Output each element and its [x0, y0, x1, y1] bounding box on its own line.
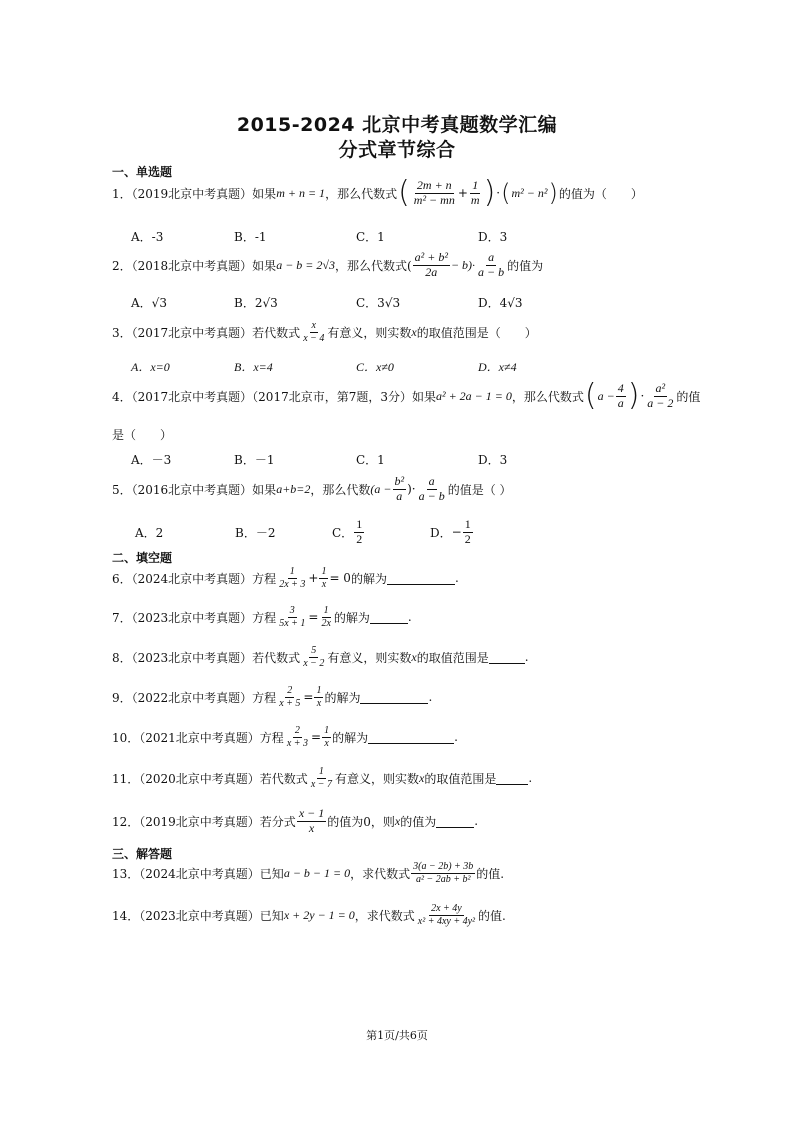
question-13 [112, 861, 504, 885]
q1-options [131, 228, 507, 245]
q8-numerator: 5 [311, 645, 317, 656]
q10-f2-denominator: x [324, 737, 329, 749]
q9-f2-numerator: 1 [316, 685, 322, 696]
q2-f2-numerator: a [488, 250, 495, 264]
q8-suffix2: 的取值范围是 [416, 650, 489, 665]
q9-end: . [428, 690, 433, 704]
q11-suffix2: 的取值范围是 [424, 771, 497, 786]
q4-dot: · [640, 389, 645, 403]
q14-fraction [416, 903, 477, 927]
q2-fraction-2 [476, 251, 506, 280]
q2-f1-numerator: a² + b² [414, 250, 448, 264]
q3-option-c[interactable]: C．x≠0 [356, 360, 394, 374]
q5-option-c-label: C． [332, 525, 354, 540]
q7-fraction-2 [319, 605, 332, 629]
q4-inner: a − [597, 388, 615, 403]
q5-mid: ，那么代数 [310, 482, 371, 497]
q7-f2-denominator: 2x [321, 617, 331, 629]
q6-suffix: 的解为 [350, 571, 387, 586]
q9-f1-denominator: x + 5 [279, 697, 301, 709]
q1-paren-close: ) [483, 175, 496, 210]
q9-f1-numerator: 2 [287, 685, 293, 696]
q5-f1-numerator: b² [394, 474, 405, 488]
q8-answer-blank[interactable] [489, 651, 525, 664]
question-8 [112, 645, 529, 669]
question-4 [112, 378, 701, 413]
q6-f2-numerator: 1 [321, 566, 327, 577]
q4-prefix: 4．（2017北京中考真题）（2017北京市，第7题，3分）如果 [112, 389, 436, 404]
q9-fraction-1 [277, 685, 302, 709]
q2-option-b[interactable]: B．2√3 [234, 296, 278, 310]
q11-variable: x [419, 770, 425, 785]
q7-f2-numerator: 1 [323, 605, 329, 616]
q10-prefix: 10．（2021北京中考真题）方程 [112, 730, 284, 745]
q6-f1-denominator: 2x + 3 [279, 578, 306, 590]
q4-f2-numerator: a² [655, 380, 666, 395]
q1-option-d[interactable]: D．3 [478, 230, 508, 244]
q11-denominator: x − 7 [310, 778, 332, 790]
q6-equals: = 0 [329, 571, 351, 585]
q1-prefix: 1．（2019北京中考真题）如果 [112, 186, 277, 201]
q3-option-d[interactable]: D．x≠4 [478, 360, 517, 374]
q9-suffix: 的解为 [324, 690, 361, 705]
q4-f2-denominator: a − 2 [647, 395, 674, 410]
q6-f1-numerator: 1 [289, 566, 295, 577]
q5-option-c-numerator: 1 [356, 517, 363, 531]
q12-end: . [474, 814, 479, 829]
q1-suffix: 的值为（ ） [558, 186, 643, 201]
q1-condition: m + n = 1 [276, 185, 326, 200]
q3-prefix: 3．（2017北京中考真题）若代数式 [112, 325, 301, 340]
q7-f1-denominator: 5x + 1 [279, 617, 306, 629]
q2-f1-denominator: 2a [425, 264, 438, 279]
q1-dot: · [496, 186, 501, 200]
document-title: 2015-2024 北京中考真题数学汇编 [236, 114, 558, 136]
q14-suffix: 的值. [478, 908, 506, 923]
section-heading-fill-blank: 二、填空题 [112, 551, 173, 565]
q2-prefix: 2．（2018北京中考真题）如果 [112, 258, 277, 273]
question-14 [112, 903, 506, 927]
q6-end: . [454, 571, 459, 585]
q5-fraction-2 [417, 475, 447, 504]
q1-fraction-2 [469, 179, 482, 208]
q7-equals: = [308, 610, 319, 624]
q5-inner: (a − [370, 481, 392, 496]
question-1 [112, 175, 643, 210]
q4-fraction-1 [616, 382, 626, 411]
q13-mid: ，求代数式 [350, 866, 411, 881]
q4-option-b[interactable]: B．－1 [234, 453, 275, 467]
q9-fraction-2 [314, 685, 323, 709]
q7-f1-numerator: 3 [289, 605, 295, 616]
q1-option-a[interactable]: A．-3 [131, 230, 164, 244]
q13-condition: a − b − 1 = 0 [283, 865, 351, 880]
q5-option-d[interactable] [430, 518, 474, 547]
q4-option-d[interactable]: D．3 [478, 453, 508, 467]
q11-answer-blank[interactable] [496, 772, 528, 785]
q5-option-a[interactable]: A．2 [135, 525, 164, 540]
q12-suffix2: 的值为 [400, 814, 437, 829]
question-2 [112, 251, 543, 280]
q3-fraction [301, 320, 326, 344]
q7-prefix: 7．（2023北京中考真题）方程 [112, 610, 277, 625]
q4-paren-open: ( [584, 378, 597, 413]
q2-suffix: 的值为 [507, 258, 544, 273]
q7-answer-blank[interactable] [370, 611, 408, 624]
q1-plus: + [457, 186, 468, 200]
q14-mid: ，求代数式 [354, 908, 415, 923]
q5-f1-denominator: a [396, 488, 403, 503]
q13-numerator: 3(a − 2b) + 3b [413, 861, 474, 872]
q1-option-b[interactable]: B．-1 [234, 230, 267, 244]
q7-fraction-1 [277, 605, 307, 629]
section-heading-single-choice: 一、单选题 [112, 165, 173, 179]
q10-answer-blank[interactable] [368, 731, 454, 744]
q11-numerator: 1 [318, 766, 324, 777]
q8-suffix: 有意义，则实数 [327, 650, 412, 665]
q5-f2-numerator: a [428, 474, 435, 488]
q5-option-d-sign: − [451, 525, 462, 540]
q1-option-c[interactable]: C．1 [356, 230, 385, 244]
q2-option-d[interactable]: D．4√3 [478, 296, 523, 310]
q5-option-b[interactable]: B．－2 [235, 525, 276, 540]
q10-fraction-2 [322, 725, 331, 749]
q6-plus: + [308, 571, 319, 585]
q4-f1-denominator: a [617, 395, 624, 410]
q2-f2-denominator: a − b [478, 264, 505, 279]
q11-fraction [309, 766, 334, 790]
q14-prefix: 14．（2023北京中考真题）已知 [112, 908, 284, 923]
q9-f2-denominator: x [316, 697, 322, 709]
q5-f2-denominator: a − b [418, 488, 445, 503]
question-9 [112, 685, 432, 709]
q3-variable: x [411, 324, 417, 339]
q5-option-d-numerator: 1 [464, 517, 471, 531]
q4-fraction-2 [645, 382, 675, 411]
q1-factor-paren-open: ( [501, 179, 511, 207]
q5-close: )· [407, 482, 416, 497]
q2-minus: − b)· [450, 257, 476, 272]
q5-options [135, 518, 474, 547]
question-11 [112, 766, 532, 790]
q14-condition: x + 2y − 1 = 0 [283, 907, 355, 922]
q13-prefix: 13．（2024北京中考真题）已知 [112, 866, 284, 881]
q5-suffix: 的值是（ ） [447, 482, 512, 497]
q6-fraction-2 [319, 566, 328, 590]
q11-prefix: 11．（2020北京中考真题）若代数式 [112, 771, 308, 786]
question-12 [112, 807, 478, 836]
q10-suffix: 的解为 [332, 730, 369, 745]
q4-f1-numerator: 4 [617, 380, 624, 395]
q12-denominator: x [308, 820, 315, 835]
q4-suffix: 的值 [676, 389, 701, 404]
q14-numerator: 2x + 4y [431, 903, 462, 914]
q4-paren-close: ) [627, 378, 640, 413]
question-7 [112, 605, 412, 629]
q2-mid: ，那么代数式( [334, 258, 412, 273]
question-6 [112, 566, 459, 590]
q12-suffix: 的值为0，则 [327, 814, 395, 829]
section-heading-solution: 三、解答题 [112, 847, 173, 861]
q10-f2-numerator: 1 [324, 725, 330, 736]
q6-f2-denominator: x [321, 578, 327, 590]
q8-end: . [524, 650, 529, 664]
q2-option-a[interactable]: A．√3 [131, 296, 167, 310]
q4-line2: 是（ ） [112, 428, 173, 442]
q12-numerator: x − 1 [298, 806, 325, 820]
q6-answer-blank[interactable] [387, 572, 455, 585]
q7-end: . [407, 610, 412, 624]
q3-option-a[interactable]: A．x=0 [131, 360, 170, 374]
q11-suffix: 有意义，则实数 [335, 771, 420, 786]
q8-fraction [301, 645, 326, 669]
q12-prefix: 12．（2019北京中考真题）若分式 [112, 814, 296, 829]
q10-fraction-1 [285, 725, 310, 749]
q3-options [131, 358, 517, 375]
q2-option-c[interactable]: C．3√3 [356, 296, 401, 310]
q12-fraction [297, 807, 326, 836]
q9-prefix: 9．（2022北京中考真题）方程 [112, 690, 277, 705]
q5-option-d-fraction [463, 518, 473, 547]
q4-options [131, 451, 507, 468]
q4-mid: ，那么代数式 [511, 389, 584, 404]
q4-option-c[interactable]: C．1 [356, 453, 385, 467]
q9-answer-blank[interactable] [360, 691, 428, 704]
question-5 [112, 475, 512, 504]
q1-paren-open: ( [398, 175, 410, 210]
q5-option-d-label: D． [430, 525, 452, 540]
q5-option-c-denominator: 2 [356, 531, 363, 546]
q5-prefix: 5．（2016北京中考真题）如果 [112, 482, 277, 497]
q2-options [131, 294, 523, 311]
page-footer: 第1页/共6页 [366, 1029, 428, 1042]
q14-denominator: x² + 4xy + 4y² [417, 915, 476, 927]
q5-option-d-denominator: 2 [464, 531, 471, 546]
q9-equals: = [303, 690, 314, 704]
q3-suffix: 有意义，则实数 [327, 325, 412, 340]
q10-f1-denominator: x + 3 [286, 737, 308, 749]
q8-denominator: x − 2 [303, 657, 325, 669]
q11-end: . [528, 771, 533, 785]
q13-denominator: a² − 2ab + b² [415, 873, 471, 885]
q2-condition: a − b = 2√3 [276, 257, 335, 272]
q7-suffix: 的解为 [333, 610, 370, 625]
question-3 [112, 320, 537, 344]
q5-option-c[interactable] [332, 518, 430, 547]
q1-f1-numerator: 2m + n [416, 177, 452, 192]
q3-denominator: x − 4 [303, 332, 325, 344]
q5-fraction-1 [393, 475, 407, 504]
q1-f2-numerator: 1 [472, 177, 479, 192]
q8-prefix: 8．（2023北京中考真题）若代数式 [112, 650, 301, 665]
q12-answer-blank[interactable] [436, 815, 474, 828]
q1-fraction-1 [412, 179, 457, 208]
q1-f1-denominator: m² − mn [413, 192, 455, 207]
q3-suffix2: 的取值范围是（ ） [416, 325, 537, 340]
question-10 [112, 725, 458, 749]
q1-mid: ，那么代数式 [325, 186, 398, 201]
q10-end: . [454, 730, 458, 744]
q5-option-c-fraction [354, 518, 364, 547]
q8-variable: x [411, 649, 417, 664]
q6-fraction-1 [277, 566, 307, 590]
q5-condition: a+b=2 [276, 481, 311, 496]
q1-f2-denominator: m [470, 192, 480, 207]
q2-fraction-1 [413, 251, 450, 280]
q10-f1-numerator: 2 [294, 725, 300, 736]
q4-condition: a² + 2a − 1 = 0 [435, 388, 512, 403]
q13-suffix: 的值. [476, 866, 505, 881]
q6-prefix: 6．（2024北京中考真题）方程 [112, 571, 277, 586]
q12-variable: x [394, 813, 401, 828]
q10-equals: = [311, 730, 322, 744]
q1-factor: m² − n² [511, 185, 548, 200]
q4-option-a[interactable]: A．－3 [131, 453, 172, 467]
document-subtitle: 分式章节综合 [338, 139, 456, 161]
q3-option-b[interactable]: B．x=4 [234, 360, 273, 374]
q13-fraction [411, 861, 475, 885]
q1-factor-paren-close: ) [548, 179, 558, 207]
q3-numerator: x [311, 320, 316, 331]
